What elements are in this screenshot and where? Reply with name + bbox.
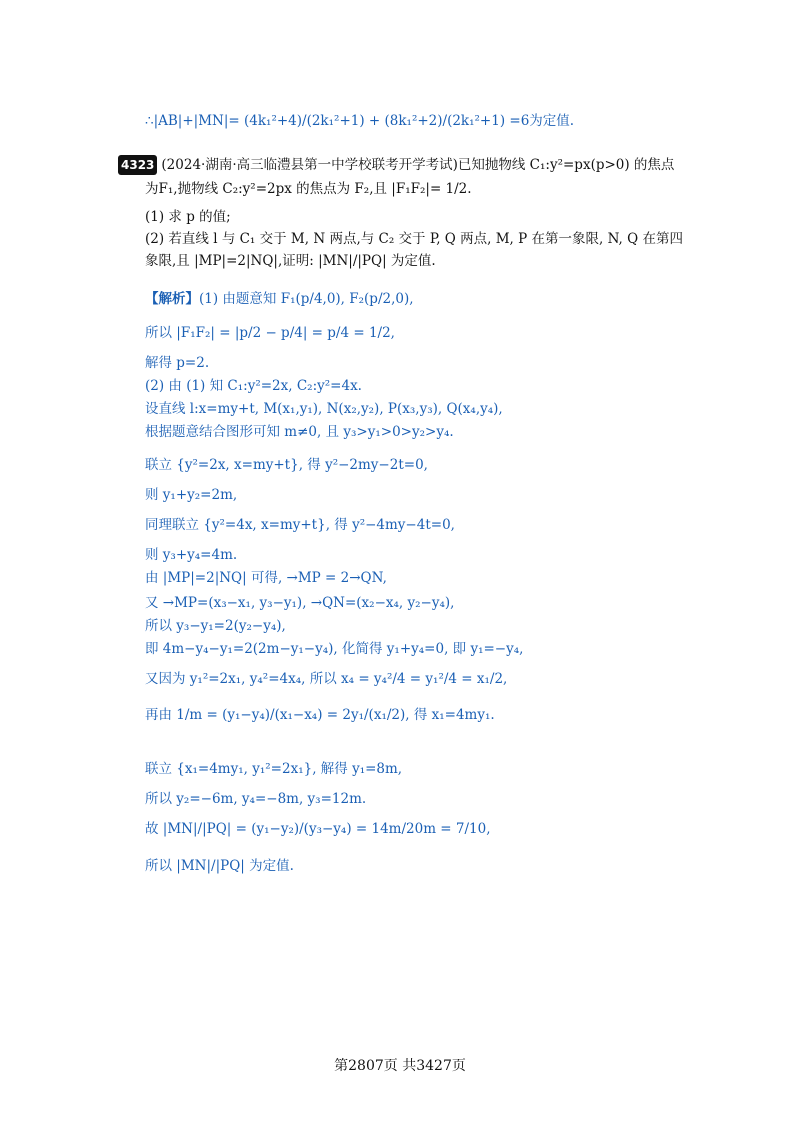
solution-line-8: 则 y₁+y₂=2m, [145, 487, 238, 503]
solution-text-1: (1) 由题意知 F₁(p/4,0), F₂(p/2,0), [199, 291, 414, 307]
solution-line-14: 即 4m−y₄−y₁=2(2m−y₁−y₄), 化简得 y₁+y₄=0, 即 y₁=−y₄, [145, 641, 524, 657]
problem-stem-text-1: (2024·湖南·高三临澧县第一中学校联考开学考试)已知抛物线 C₁:y²=px(p>0) 的焦点 [161, 157, 675, 173]
problem-number-badge: 4323 [118, 155, 157, 175]
solution-line-12: 又 →MP=(x₃−x₁, y₃−y₁), →QN=(x₂−x₄, y₂−y₄), [145, 595, 455, 611]
problem-part-2-line-2: 象限,且 |MP|=2|NQ|,证明: |MN|/|PQ| 为定值. [145, 253, 436, 269]
solution-line-6: 根据题意结合图形可知 m≠0, 且 y₃>y₁>0>y₂>y₄. [145, 424, 454, 440]
solution-line-17: 联立 {x₁=4my₁, y₁²=2x₁}, 解得 y₁=8m, [145, 761, 403, 777]
problem-stem-line-2: 为F₁,抛物线 C₂:y²=2px 的焦点为 F₂,且 |F₁F₂|= 1/2. [145, 181, 472, 197]
solution-line-3: 解得 p=2. [145, 355, 210, 371]
solution-line-10: 则 y₃+y₄=4m. [145, 547, 238, 563]
solution-line-1 [145, 290, 414, 308]
solution-line-4: (2) 由 (1) 知 C₁:y²=2x, C₂:y²=4x. [145, 378, 362, 394]
page-footer: 第2807页 共3427页 [334, 1058, 466, 1074]
problem-stem-line-1 [118, 155, 674, 175]
solution-line-5: 设直线 l:x=my+t, M(x₁,y₁), N(x₂,y₂), P(x₃,y₃), Q(x₄,y₄), [145, 401, 503, 417]
solution-line-7: 联立 {y²=2x, x=my+t}, 得 y²−2my−2t=0, [145, 457, 428, 473]
problem-part-2-line-1: (2) 若直线 l 与 C₁ 交于 M, N 两点,与 C₂ 交于 P, Q 两点, M, P 在第一象限, N, Q 在第四 [145, 231, 683, 247]
solution-line-2: 所以 |F₁F₂| = |p/2 − p/4| = p/4 = 1/2, [145, 325, 395, 341]
solution-line-15: 又因为 y₁²=2x₁, y₄²=4x₄, 所以 x₄ = y₄²/4 = y₁²/4 = x₁/2, [145, 671, 508, 687]
solution-line-11: 由 |MP|=2|NQ| 可得, →MP = 2→QN, [145, 570, 387, 586]
solution-tag: 【解析】 [145, 291, 199, 307]
problem-part-1: (1) 求 p 的值; [145, 209, 231, 225]
solution-line-19: 故 |MN|/|PQ| = (y₁−y₂)/(y₃−y₄) = 14m/20m = 7/10, [145, 821, 491, 837]
solution-line-9: 同理联立 {y²=4x, x=my+t}, 得 y²−4my−4t=0, [145, 517, 455, 533]
solution-line-13: 所以 y₃−y₁=2(y₂−y₄), [145, 618, 286, 634]
solution-line-18: 所以 y₂=−6m, y₄=−8m, y₃=12m. [145, 791, 367, 807]
top-conclusion-line: ∴|AB|+|MN|= (4k₁²+4)/(2k₁²+1) + (8k₁²+2)/(2k₁²+1) =6为定值. [145, 113, 575, 129]
solution-line-16: 再由 1/m = (y₁−y₄)/(x₁−x₄) = 2y₁/(x₁/2), 得 x₁=4my₁. [145, 707, 495, 723]
solution-line-20: 所以 |MN|/|PQ| 为定值. [145, 858, 294, 874]
